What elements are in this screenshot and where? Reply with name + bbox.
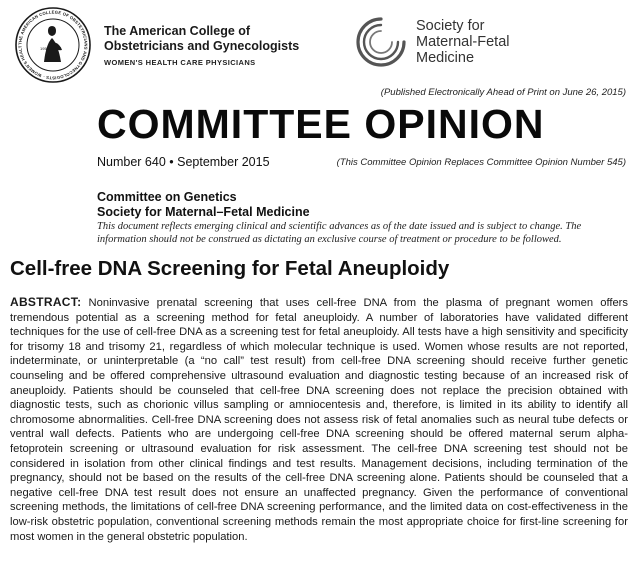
seal-year: 1951 [40, 46, 49, 51]
smfm-name-line3: Medicine [416, 50, 475, 66]
seal-ring-text: THE AMERICAN COLLEGE OF OBSTETRICIANS AND GYNECOLOGISTS · WOMEN'S HEALT [17, 9, 89, 81]
acog-tagline: WOMEN'S HEALTH CARE PHYSICIANS [104, 58, 256, 67]
abstract-label: ABSTRACT: [10, 295, 82, 309]
letterhead [0, 0, 640, 80]
committee-line2: Society for Maternal–Fetal Medicine [97, 205, 310, 219]
publication-note: (Published Electronically Ahead of Print on June 26, 2015) [380, 87, 626, 98]
smfm-ring-logo [355, 16, 407, 68]
abstract-text: Noninvasive prenatal screening that uses cell-free DNA from the plasma of pregnant women offers tremendous potential as a screening method for fetal aneuploidy. A number of laboratories have validated different techniques for the use of cell-free DNA as a screening test for fetal aneuploidy. All tests have a high sensitivity and specificity for trisomy 18 and trisomy 21, regardless of which molecular technique is used. Women whose results are not reported, indeterminate, or uninterpretable (a “no call” test result) from cell-free DNA screening should receive further genetic counseling and be offered comprehensive ultrasound evaluation and diagnostic testing because of an increased risk of aneuploidy. Patients should be counseled that cell-free DNA screening does not replace the precision obtained with diagnostic tests, such as chorionic villus sampling or amniocentesis and, therefore, is limited in its ability to identify all chromosome abnormalities. Cell-free DNA screening does not assess risk of fetal anomalies such as neural tube defects or ventral wall defects. Patients who are undergoing cell-free DNA screening should be offered maternal serum alpha-fetoprotein screening or ultrasound evaluation for risk assessment. The cell-free DNA screening test should not be considered in isolation from other clinical findings and test results. Management decisions, including termination of the pregnancy, should not be based on the results of the cell-free DNA screening alone. Patients should be counseled that a negative cell-free DNA test result does not ensure an unaffected pregnancy. Given the performance of conventional screening methods, the limitations of cell-free DNA screening performance, and the limited data on cost-effectiveness in the low-risk obstetric population, conventional screening methods remain the most appropriate choice for first-line screening for most women in the general obstetric population. [10, 297, 629, 543]
smfm-name-block [416, 18, 509, 66]
acog-name-block [104, 24, 299, 70]
page-title: COMMITTEE OPINION [97, 101, 545, 147]
replaces-note: (This Committee Opinion Replaces Committee Opinion Number 545) [336, 157, 626, 168]
abstract-paragraph [10, 295, 628, 544]
committee-block [97, 190, 310, 220]
disclaimer: This document reflects emerging clinical and scientific advances as of the date issued and is subject to change. The information should not be construed as dictating an exclusive course of treatment or procedure to be followed. [97, 221, 582, 245]
smfm-name-line2: Maternal-Fetal [416, 34, 510, 50]
acog-name-line1: The American College of [104, 24, 251, 38]
acog-name-line2: Obstetricians and Gynecologists [104, 39, 300, 53]
document-title: Cell-free DNA Screening for Fetal Aneuploidy [10, 257, 450, 280]
committee-line1: Committee on Genetics [97, 190, 237, 204]
smfm-name-line1: Society for [416, 18, 485, 34]
acog-seal-logo [14, 6, 92, 84]
issue-number: Number 640 • September 2015 [97, 155, 270, 169]
